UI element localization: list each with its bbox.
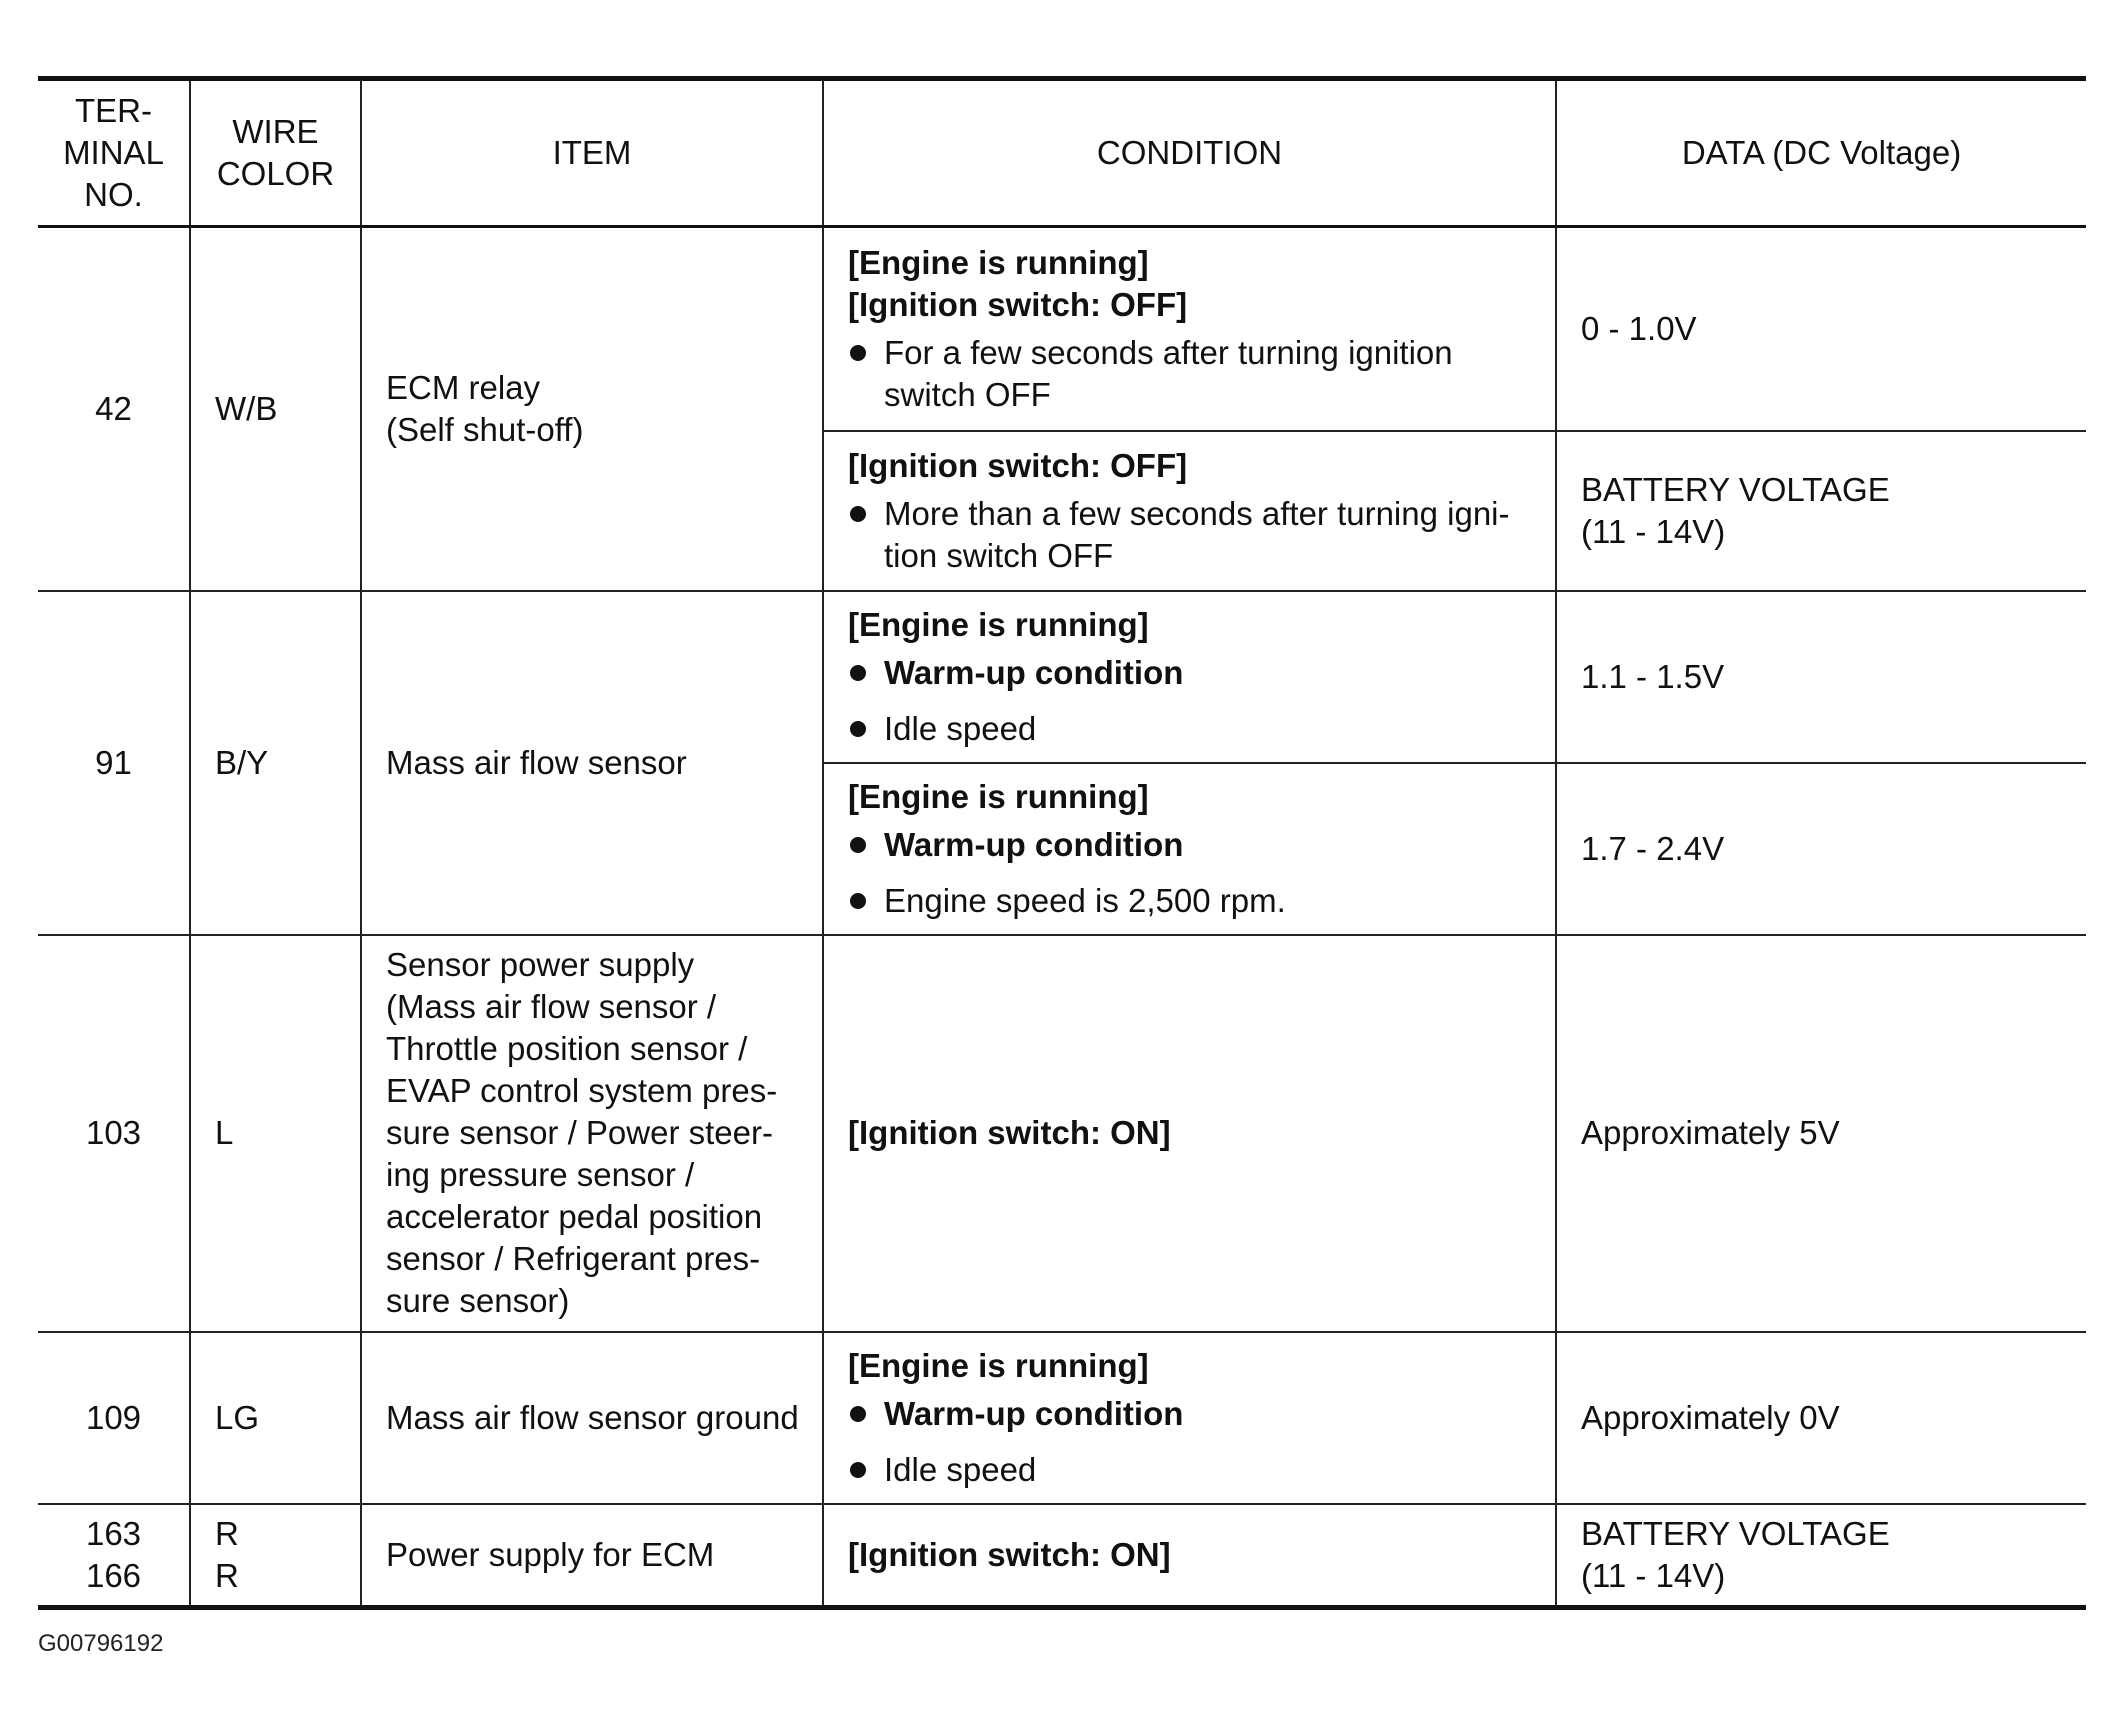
wire-color: B/Y <box>190 591 361 935</box>
data-line: BATTERY VOLTAGE <box>1581 470 1890 508</box>
condition-bullet <box>848 332 1541 416</box>
bullet-text: For a few seconds after turning ignition switch OFF <box>884 333 1453 413</box>
bullet-dot-icon <box>850 506 866 522</box>
data-line: 1.1 - 1.5V <box>1581 657 1725 695</box>
item-line: Sensor power supply <box>386 946 695 983</box>
condition-cell <box>823 935 1556 1332</box>
header-terminal-no <box>38 79 190 227</box>
data-line: 0 - 1.0V <box>1581 309 1697 347</box>
wire-line: R <box>215 1556 239 1594</box>
item-line: sure sensor) <box>386 1282 570 1319</box>
header-wire-line: WIRE <box>232 113 319 150</box>
condition-bullet <box>848 880 1541 922</box>
bullet-dot-icon <box>850 1406 866 1422</box>
condition-bullet <box>848 1393 1541 1435</box>
header-terminal-line: MINAL <box>63 134 164 171</box>
bullet-dot-icon <box>850 345 866 361</box>
wire-color <box>190 1504 361 1608</box>
condition-bullets <box>848 652 1541 750</box>
wire-color: LG <box>190 1332 361 1504</box>
item-description <box>361 1504 823 1608</box>
bullet-text: Idle speed <box>884 709 1037 747</box>
header-data: DATA (DC Voltage) <box>1556 79 2086 227</box>
item-line: Power supply for ECM <box>386 1535 715 1573</box>
header-wire-line: COLOR <box>216 155 335 192</box>
table-row <box>38 935 2086 1332</box>
item-line: ing pressure sensor / <box>386 1156 695 1193</box>
item-line: sure sensor / Power steer- <box>386 1114 773 1151</box>
wire-line: R <box>215 1514 239 1552</box>
table-row <box>38 227 2086 431</box>
bullet-text: Warm-up condition <box>884 825 1184 863</box>
condition-bullets <box>848 824 1541 922</box>
bullet-dot-icon <box>850 665 866 681</box>
condition-heading: [Engine is running] <box>848 243 1149 281</box>
terminal-number: 103 <box>38 935 190 1332</box>
terminal-spec-table <box>38 76 2086 1610</box>
terminal-number: 109 <box>38 1332 190 1504</box>
header-terminal-line: TER- <box>75 92 152 129</box>
item-line: (Mass air flow sensor / <box>386 988 717 1025</box>
condition-bullets <box>848 1393 1541 1491</box>
item-line: ECM relay <box>386 368 541 406</box>
condition-cell <box>823 1504 1556 1608</box>
bullet-dot-icon <box>850 837 866 853</box>
condition-heading: [Ignition switch: OFF] <box>848 285 1188 323</box>
bullet-dot-icon <box>850 893 866 909</box>
figure-code: G00796192 <box>38 1630 164 1657</box>
condition-heading: [Ignition switch: OFF] <box>848 446 1188 484</box>
condition-bullet <box>848 652 1541 694</box>
data-line: BATTERY VOLTAGE <box>1581 1514 1890 1552</box>
item-line: Mass air flow sensor ground <box>386 1398 799 1436</box>
data-line: (11 - 14V) <box>1581 512 1726 550</box>
condition-bullet <box>848 824 1541 866</box>
header-condition: CONDITION <box>823 79 1556 227</box>
condition-heading: [Ignition switch: ON] <box>848 1535 1171 1573</box>
condition-bullets <box>848 332 1541 416</box>
item-description <box>361 227 823 591</box>
condition-bullet <box>848 708 1541 750</box>
data-value <box>1556 935 2086 1332</box>
condition-cell <box>823 1332 1556 1504</box>
bullet-dot-icon <box>850 1462 866 1478</box>
table-row <box>38 1332 2086 1504</box>
item-line: sensor / Refrigerant pres- <box>386 1240 761 1277</box>
bullet-dot-icon <box>850 721 866 737</box>
item-line: (Self shut-off) <box>386 410 584 448</box>
item-description <box>361 591 823 935</box>
condition-bullet <box>848 1449 1541 1491</box>
terminal-number: 42 <box>38 227 190 591</box>
data-value <box>1556 431 2086 591</box>
condition-cell <box>823 431 1556 591</box>
condition-cell <box>823 227 1556 431</box>
data-value <box>1556 591 2086 763</box>
item-description <box>361 935 823 1332</box>
condition-heading: [Engine is running] <box>848 605 1149 643</box>
bullet-text: Idle speed <box>884 1450 1037 1488</box>
table-row <box>38 591 2086 763</box>
condition-cell <box>823 591 1556 763</box>
bullet-text: More than a few seconds after turning igni-tion switch OFF <box>884 494 1510 574</box>
terminal-number: 91 <box>38 591 190 935</box>
condition-heading: [Engine is running] <box>848 777 1149 815</box>
table-header-row <box>38 79 2086 227</box>
condition-cell <box>823 763 1556 935</box>
condition-heading: [Engine is running] <box>848 1346 1149 1384</box>
item-line: accelerator pedal position <box>386 1198 763 1235</box>
item-line: EVAP control system pres- <box>386 1072 778 1109</box>
bullet-text: Engine speed is 2,500 rpm. <box>884 881 1286 919</box>
item-line: Throttle position sensor / <box>386 1030 748 1067</box>
data-line: 1.7 - 2.4V <box>1581 829 1725 867</box>
condition-bullet <box>848 493 1541 577</box>
terminal-line: 166 <box>85 1556 142 1594</box>
wire-color: L <box>190 935 361 1332</box>
header-item: ITEM <box>361 79 823 227</box>
table-row <box>38 1504 2086 1608</box>
data-line: Approximately 0V <box>1581 1398 1840 1436</box>
bullet-text: Warm-up condition <box>884 1394 1184 1432</box>
bullet-text: Warm-up condition <box>884 653 1184 691</box>
wire-color: W/B <box>190 227 361 591</box>
data-value <box>1556 1504 2086 1608</box>
header-terminal-line: NO. <box>84 176 143 213</box>
item-line: Mass air flow sensor <box>386 743 687 781</box>
terminal-line: 163 <box>85 1514 142 1552</box>
data-value <box>1556 763 2086 935</box>
data-line: Approximately 5V <box>1581 1114 1840 1151</box>
terminal-number <box>38 1504 190 1608</box>
header-wire-color <box>190 79 361 227</box>
data-value <box>1556 1332 2086 1504</box>
item-description <box>361 1332 823 1504</box>
ecm-terminal-table-document <box>38 76 2086 1610</box>
condition-heading: [Ignition switch: ON] <box>848 1114 1171 1151</box>
data-line: (11 - 14V) <box>1581 1556 1726 1594</box>
data-value <box>1556 227 2086 431</box>
condition-bullets <box>848 493 1541 577</box>
